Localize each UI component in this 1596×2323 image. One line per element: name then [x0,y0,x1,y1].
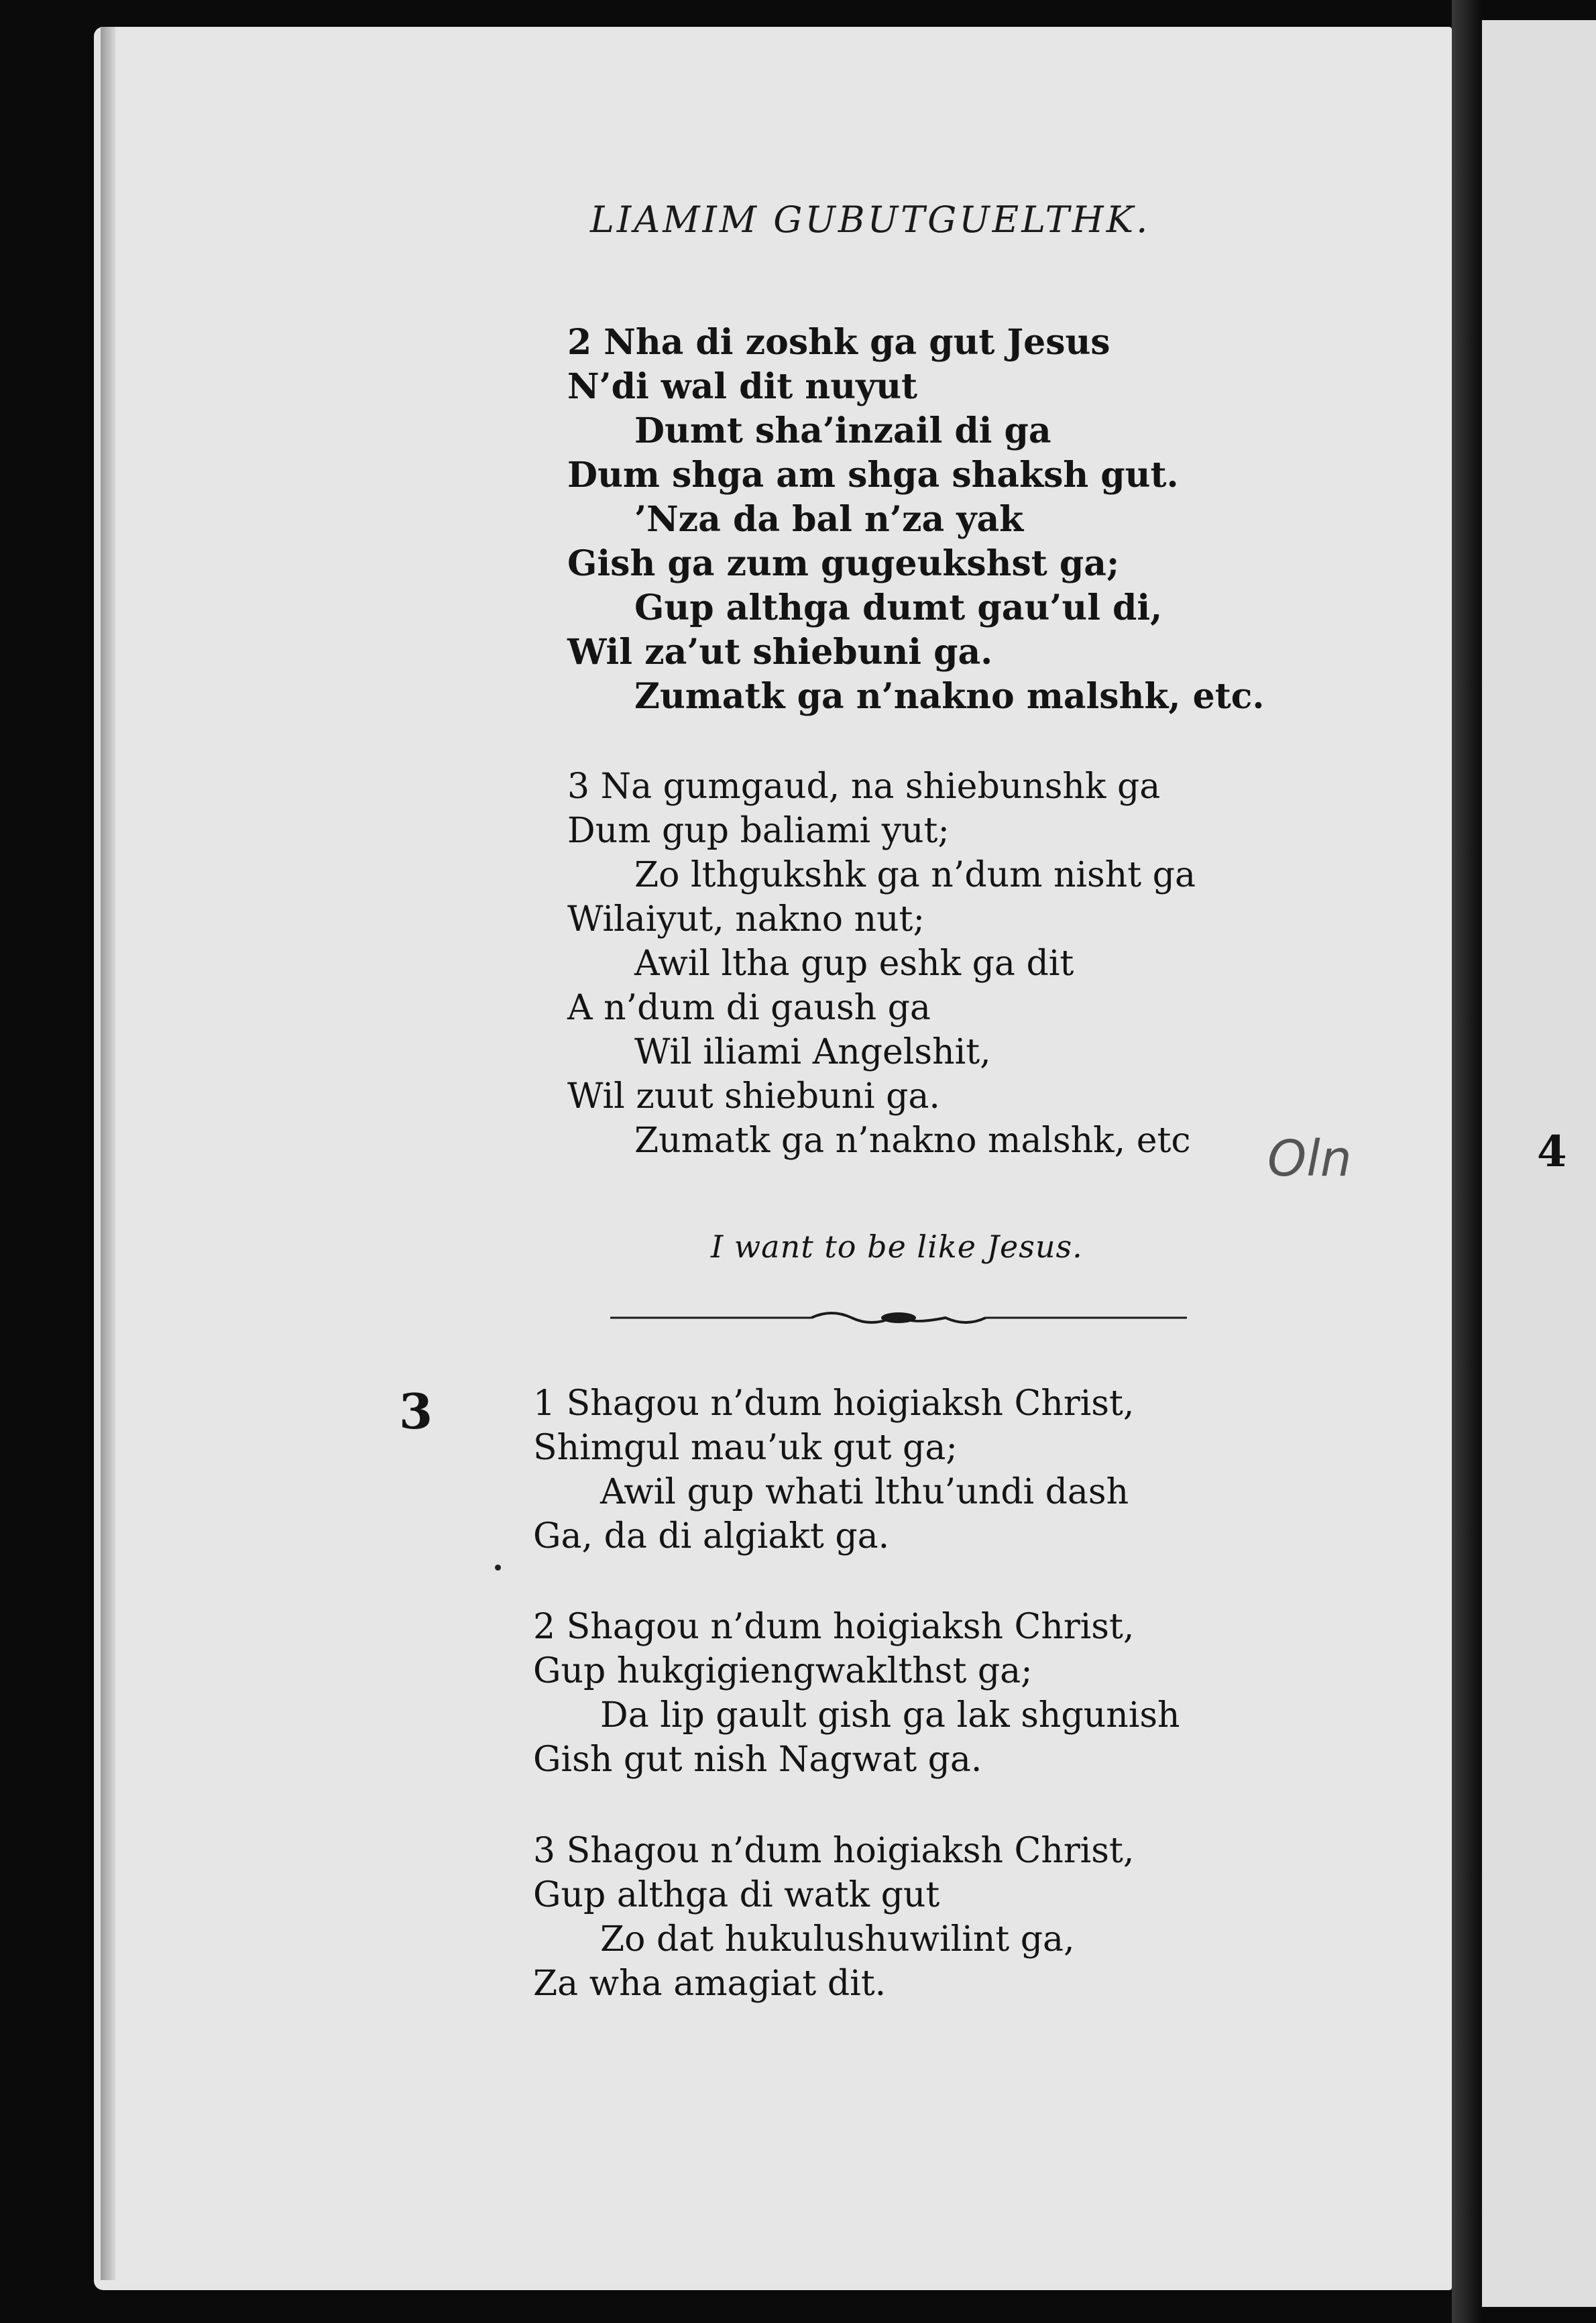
verse-line: Awil gup whati lthu’undi dash [600,1472,1129,1512]
verse-line: Awil ltha gup eshk ga dit [634,944,1074,984]
hymn-a-stanza-2 [567,321,1264,719]
verse-line: Gup hukgigiengwaklthst ga; [533,1651,1033,1691]
verse-line: Zumatk ga n’nakno malshk, etc [634,1121,1191,1161]
running-head: LIAMIM GUBUTGUELTHK. [590,199,1151,241]
verse-line: Gish ga zum gugeukshst ga; [567,543,1120,584]
verse-line: Wilaiyut, nakno nut; [567,899,925,940]
verse-line: Za wha amagiat dit. [533,1964,887,2004]
verse-line: Wil zuut shiebuni ga. [567,1076,940,1117]
verse-line: Gish gut nish Nagwat ga. [533,1740,982,1780]
hymn-b-stanza-3 [533,1829,1134,2006]
ornamental-divider [610,1304,1187,1331]
hymn-b-stanza-2 [533,1605,1180,1782]
verse-line: 2 Shagou n’dum hoigiaksh Christ, [533,1607,1135,1647]
verse-line: N’di wal dit nuyut [567,366,918,407]
verse-line: Wil za’ut shiebuni ga. [567,632,993,673]
verse-line: Shimgul mau’uk gut ga; [533,1428,958,1468]
margin-hymn-number: 4 [1537,1127,1567,1177]
verse-line: ’Nza da bal n’za yak [634,499,1024,540]
hymn-number: 3 [399,1383,433,1440]
verse-line: Gup althga dumt gau’ul di, [634,587,1163,628]
hymn-b-stanza-1 [533,1381,1134,1559]
ink-dot [495,1565,501,1571]
verse-line: Da lip gault gish ga lak shgunish [600,1695,1180,1736]
handwritten-margin-note: Oln [1267,1130,1352,1188]
verse-line: Zo lthgukshk ga n’dum nisht ga [634,855,1196,895]
verse-line: Zumatk ga n’nakno malshk, etc. [634,676,1265,717]
verse-line: Wil iliami Angelshit, [634,1032,991,1072]
verse-line: Dum shga am shga shaksh gut. [567,455,1179,496]
verse-line: A n’dum di gaush ga [567,988,931,1028]
verse-line: Zo dat hukulushuwilint ga, [600,1919,1075,1960]
verse-line: Dum gup baliami yut; [567,811,950,851]
verse-line: Ga, da di algiakt ga. [533,1516,890,1556]
tune-line: I want to be like Jesus. [711,1229,1083,1265]
verse-line: 1 Shagou n’dum hoigiaksh Christ, [533,1383,1135,1424]
book-gutter [1452,0,1482,2323]
page-edge [101,27,115,2280]
verse-line: 3 Shagou n’dum hoigiaksh Christ, [533,1831,1135,1871]
verse-line: Gup althga di watk gut [533,1875,940,1915]
hymn-a-stanza-3 [567,764,1196,1163]
verse-line: Dumt sha’inzail di ga [634,410,1051,451]
verse-line: 2 Nha di zoshk ga gut Jesus [567,322,1110,363]
verse-line: 3 Na gumgaud, na shiebunshk ga [567,767,1161,807]
